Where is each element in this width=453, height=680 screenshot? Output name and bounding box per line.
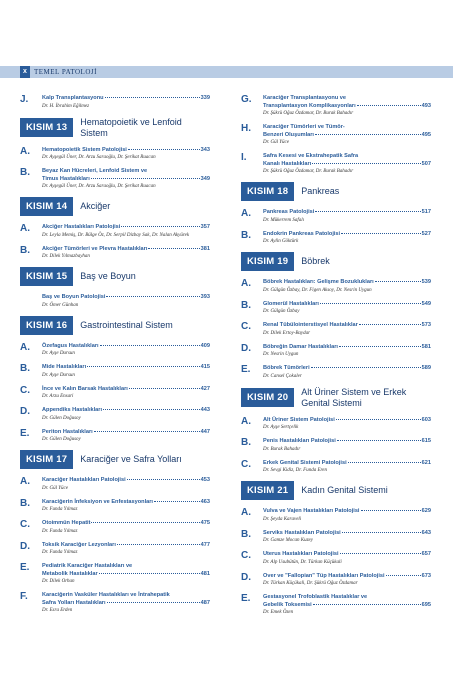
entry-title-line bbox=[263, 301, 431, 309]
entry-title: Renal Tübülointerstisyel Hastalıklar bbox=[263, 322, 358, 328]
entry-letter: J. bbox=[20, 94, 29, 105]
toc-entry[interactable] bbox=[20, 520, 210, 535]
leader-dots bbox=[312, 163, 420, 164]
entry-letter: C. bbox=[241, 321, 251, 332]
leader-dots bbox=[386, 575, 421, 576]
toc-entry[interactable] bbox=[20, 386, 210, 401]
leader-dots bbox=[336, 419, 421, 420]
leader-dots bbox=[361, 510, 421, 511]
entry-letter: B. bbox=[241, 528, 251, 540]
entry-authors: Dr. Ayşe Dursun bbox=[42, 351, 75, 356]
entry-title-line bbox=[42, 542, 210, 550]
entry-page: 615 bbox=[421, 438, 431, 444]
entry-page: 643 bbox=[421, 529, 431, 536]
toc-entry[interactable] bbox=[20, 499, 210, 514]
toc-entry[interactable] bbox=[241, 530, 431, 545]
entry-letter: B. bbox=[20, 363, 30, 374]
part-title-block bbox=[80, 117, 210, 139]
entry-page: 527 bbox=[421, 230, 431, 237]
entry-title-cont: Kanalı Hastalıkları bbox=[263, 160, 312, 167]
entry-title-line bbox=[42, 499, 210, 507]
entry-title-line bbox=[263, 573, 431, 581]
entry-authors: Dr. Funda Yılmaz bbox=[42, 550, 78, 555]
entry-title-line bbox=[42, 407, 210, 415]
entry-title: Erkek Genital Sistemi Patolojisi bbox=[263, 459, 347, 466]
entry-page: 453 bbox=[200, 477, 210, 483]
part-heading bbox=[20, 267, 210, 286]
entry-letter: B. bbox=[20, 497, 30, 509]
leader-dots bbox=[154, 501, 200, 502]
entry-letter: B. bbox=[241, 299, 251, 311]
part-label: KISIM 15 bbox=[20, 267, 73, 286]
entry-title: Karaciğer Transplantasyonu ve bbox=[263, 95, 347, 101]
leader-dots bbox=[315, 134, 421, 135]
entry-letter: D. bbox=[20, 406, 30, 417]
toc-entry[interactable] bbox=[241, 153, 431, 175]
entry-letter: I. bbox=[241, 152, 247, 163]
entry-title: Appendiks Hastalıkları bbox=[42, 407, 102, 413]
toc-entry[interactable] bbox=[241, 344, 431, 359]
entry-authors: Dr. Gülen Doğusoy bbox=[42, 415, 81, 421]
entry-page: 629 bbox=[421, 508, 431, 514]
entry-letter: A. bbox=[20, 476, 30, 487]
entry-title: Böbreğin Damar Hastalıkları bbox=[263, 343, 338, 350]
entry-title: İnce ve Kalın Barsak Hastalıkları bbox=[42, 385, 128, 392]
leader-dots bbox=[128, 149, 200, 150]
leader-dots bbox=[87, 366, 200, 367]
leader-dots bbox=[117, 544, 200, 545]
entry-title-line bbox=[42, 520, 210, 528]
entry-title-line bbox=[42, 571, 210, 579]
entry-page: 657 bbox=[421, 551, 431, 557]
entry-title-line bbox=[42, 95, 210, 103]
entry-title: Over ve "Fallopian" Tüp Hastalıkları Patolojisi bbox=[263, 572, 385, 579]
leader-dots bbox=[375, 281, 421, 282]
entry-title-cont: Gebelik Toksemisi bbox=[263, 601, 312, 608]
toc-entry[interactable] bbox=[20, 542, 210, 557]
entry-page: 695 bbox=[421, 601, 431, 608]
part-heading bbox=[241, 387, 431, 409]
entry-page: 475 bbox=[200, 520, 210, 526]
toc-entry[interactable] bbox=[241, 124, 431, 146]
entry-title: Böbrek Tümörleri bbox=[263, 365, 310, 371]
entry-page: 549 bbox=[421, 300, 431, 307]
entry-title-line bbox=[42, 477, 210, 485]
entry-page: 443 bbox=[200, 407, 210, 413]
entry-title-line bbox=[263, 279, 431, 287]
entry-title-line bbox=[42, 224, 210, 232]
leader-dots bbox=[105, 97, 200, 98]
entry-page: 415 bbox=[200, 364, 210, 370]
entry-page: 495 bbox=[421, 131, 431, 138]
entry-letter: C. bbox=[20, 384, 30, 396]
entry-title: Karaciğer Hastalıkları Patolojisi bbox=[42, 477, 126, 483]
toc-entry[interactable] bbox=[20, 592, 210, 614]
toc-entry[interactable] bbox=[20, 563, 210, 585]
entry-authors: Dr. Mükerrem Safalı bbox=[263, 217, 305, 223]
entry-title-line bbox=[42, 246, 210, 254]
entry-letter: F. bbox=[20, 591, 28, 602]
entry-page: 427 bbox=[200, 385, 210, 392]
entry-letter: A. bbox=[241, 415, 251, 427]
entry-letter: G. bbox=[241, 94, 252, 105]
entry-title-line bbox=[263, 231, 431, 239]
part-title: Pankreas bbox=[301, 186, 340, 196]
toc-entry[interactable] bbox=[241, 365, 431, 380]
part-title-block bbox=[301, 485, 388, 496]
toc-entry[interactable] bbox=[20, 429, 210, 444]
leader-dots bbox=[127, 479, 200, 480]
entry-title-line bbox=[42, 364, 210, 372]
toc-entry[interactable] bbox=[20, 407, 210, 422]
entry-title: Serviks Hastalıkları Patolojisi bbox=[263, 529, 341, 536]
part-label: KISIM 18 bbox=[241, 182, 294, 201]
entry-authors: Dr. Arzu Ensari bbox=[42, 394, 74, 399]
entry-page: 349 bbox=[200, 175, 210, 182]
entry-title: Penis Hastalıkları Patolojisi bbox=[263, 438, 336, 444]
entry-title-line bbox=[263, 460, 431, 468]
part-title: Böbrek bbox=[301, 256, 330, 266]
entry-letter: A. bbox=[241, 278, 251, 289]
entry-title: Beyaz Kan Hücreleri, Lenfoid Sistem ve bbox=[42, 168, 148, 174]
entry-letter: D. bbox=[241, 571, 251, 583]
entry-page: 603 bbox=[421, 416, 431, 423]
entry-page: 343 bbox=[200, 146, 210, 153]
entry-title: Kalp Transplantasyonu bbox=[42, 95, 104, 101]
entry-title: Safra Kesesi ve Ekstrahepatik Safra bbox=[263, 153, 359, 159]
entry-letter: E. bbox=[241, 593, 251, 604]
leader-dots bbox=[339, 346, 421, 347]
entry-page: 621 bbox=[421, 459, 431, 466]
entry-authors: Dr. Ayşegül Üner, Dr. Arzu Saraoğlu, Dr. Şerikat Ruacan bbox=[42, 155, 156, 160]
entry-letter: A. bbox=[20, 145, 30, 157]
toc-entry[interactable] bbox=[20, 147, 210, 162]
part-heading bbox=[241, 182, 431, 201]
entry-title: Karaciğerin İnfeksiyon ve Enfestasyonları bbox=[42, 498, 153, 505]
leader-dots bbox=[94, 431, 200, 432]
entry-title: Glomerül Hastalıkları bbox=[263, 300, 319, 307]
entry-authors: Dr. Gülen Doğusoy bbox=[42, 437, 81, 442]
entry-title: Baş ve Boyun Patolojisi bbox=[42, 294, 106, 300]
leader-dots bbox=[342, 532, 421, 533]
entry-page: 573 bbox=[421, 322, 431, 328]
part-heading bbox=[241, 481, 431, 500]
entry-title: Pediatrik Karaciğer Hastalıkları ve bbox=[42, 563, 133, 569]
leader-dots bbox=[341, 233, 421, 234]
entry-page: 463 bbox=[200, 498, 210, 505]
part-label: KISIM 20 bbox=[241, 388, 294, 407]
entry-title: Endokrin Pankreas Patolojisi bbox=[263, 230, 341, 237]
toc-entry[interactable] bbox=[241, 231, 431, 246]
leader-dots bbox=[337, 440, 421, 441]
entry-title-cont: Timus Hastalıkları bbox=[42, 175, 90, 182]
entry-page: 539 bbox=[421, 279, 431, 285]
leader-dots bbox=[103, 409, 200, 410]
entry-title-line bbox=[263, 132, 431, 140]
entry-page: 493 bbox=[421, 102, 431, 109]
toc-entry[interactable] bbox=[241, 322, 431, 337]
toc-entry[interactable] bbox=[20, 343, 210, 358]
toc-entry[interactable] bbox=[20, 477, 210, 492]
toc-left-column bbox=[20, 95, 210, 621]
toc-right-column bbox=[241, 95, 431, 623]
part-title: Hematopoietik ve Lenfoid Sistem bbox=[80, 116, 182, 138]
entry-page: 339 bbox=[200, 95, 210, 101]
entry-title-line bbox=[263, 161, 431, 169]
toc-entry[interactable] bbox=[241, 508, 431, 523]
toc-entry[interactable] bbox=[20, 294, 210, 309]
entry-authors: Dr. Gül Yüce bbox=[42, 485, 68, 491]
entry-authors: Dr. Dilek Yılmazbayhan bbox=[42, 254, 90, 259]
entry-title: Pankreas Patolojisi bbox=[263, 209, 315, 215]
part-label: KISIM 14 bbox=[20, 197, 73, 216]
entry-page: 381 bbox=[200, 245, 210, 252]
running-header bbox=[0, 66, 453, 78]
toc-entry[interactable] bbox=[241, 417, 431, 432]
entry-title: Mide Hastalıkları bbox=[42, 364, 87, 370]
entry-title-line bbox=[263, 322, 431, 330]
entry-authors: Dr. Burak Bahadır bbox=[263, 446, 301, 452]
entry-title-line bbox=[263, 508, 431, 516]
entry-letter: B. bbox=[241, 437, 251, 448]
entry-authors: Dr. Şükrü Oğuz Özdamar, Dr. Burak Bahadır bbox=[263, 169, 354, 174]
toc-entry[interactable] bbox=[241, 594, 431, 616]
part-title: Akciğer bbox=[80, 201, 111, 211]
entry-authors: Dr. Cansel Çokaler bbox=[263, 373, 302, 379]
part-heading bbox=[20, 117, 210, 139]
entry-title: Böbrek Hastalıkları: Gelişme Bozuklukları bbox=[263, 279, 374, 285]
entry-authors: Dr. Dilek Ertoy-Baydar bbox=[263, 330, 311, 336]
entry-authors: Dr. Şeyda Karaveli bbox=[263, 516, 302, 522]
part-label: KISIM 13 bbox=[20, 118, 73, 137]
entry-authors: Dr. Funda Yılmaz bbox=[42, 528, 78, 534]
part-label: KISIM 16 bbox=[20, 316, 73, 335]
entry-authors: Dr. Gülgün Özbay bbox=[263, 309, 300, 314]
entry-authors: Dr. Alp Usubütün, Dr. Türkan Küçükali bbox=[263, 559, 342, 565]
entry-title: Hematopoietik Sistem Patolojisi bbox=[42, 146, 127, 153]
leader-dots bbox=[348, 462, 421, 463]
leader-dots bbox=[148, 248, 199, 249]
entry-authors: Dr. Funda Yılmaz bbox=[42, 507, 78, 512]
part-label: KISIM 17 bbox=[20, 450, 73, 469]
entry-title-line bbox=[263, 530, 431, 538]
entry-letter: C. bbox=[241, 550, 251, 561]
entry-authors: Dr. Nesrin Uygun bbox=[263, 352, 299, 357]
part-title-line2: Genital Sistemi bbox=[301, 397, 362, 408]
toc-entry[interactable] bbox=[241, 301, 431, 316]
leader-dots bbox=[320, 303, 421, 304]
entry-title: Periton Hastalıkları bbox=[42, 428, 93, 435]
part-title-block bbox=[80, 201, 110, 212]
entry-letter: A. bbox=[20, 223, 30, 234]
entry-title: Akciğer Hastalıkları Patolojisi bbox=[42, 224, 121, 230]
toc-entry[interactable] bbox=[241, 573, 431, 588]
toc-entry[interactable] bbox=[20, 224, 210, 239]
toc-entry[interactable] bbox=[241, 551, 431, 566]
leader-dots bbox=[121, 226, 199, 227]
entry-title-cont: Transplantasyon Komplikasyonları bbox=[263, 102, 356, 109]
leader-dots bbox=[100, 345, 200, 346]
entry-letter: E. bbox=[20, 562, 30, 573]
part-title: Karaciğer ve Safra Yolları bbox=[80, 454, 182, 464]
entry-title-line bbox=[42, 176, 210, 184]
entry-title: Otoimmün Hepatit bbox=[42, 520, 91, 526]
part-label: KISIM 19 bbox=[241, 252, 294, 271]
part-heading bbox=[241, 252, 431, 271]
leader-dots bbox=[91, 178, 200, 179]
entry-authors: Dr. Aylin Göktürk bbox=[263, 239, 299, 244]
leader-dots bbox=[313, 604, 421, 605]
entry-title: Alt Üriner Sistem Patolojisi bbox=[263, 416, 335, 423]
entry-authors: Dr. Ayşe Dursun bbox=[42, 372, 75, 378]
toc-entry[interactable] bbox=[241, 95, 431, 117]
entry-authors: Dr. Sevgi Kidiz, Dr. Funda Eren bbox=[263, 468, 327, 473]
entry-title: Vulva ve Vajen Hastalıkları Patolojisi bbox=[263, 508, 360, 514]
leader-dots bbox=[107, 602, 200, 603]
toc-entry[interactable] bbox=[241, 209, 431, 224]
part-title: Baş ve Boyun bbox=[80, 271, 136, 281]
leader-dots bbox=[311, 367, 421, 368]
toc-entry[interactable] bbox=[20, 168, 210, 190]
entry-title-line bbox=[263, 103, 431, 111]
entry-title-line bbox=[42, 294, 210, 302]
entry-page: 447 bbox=[200, 428, 210, 435]
entry-title-line bbox=[263, 417, 431, 425]
toc-entry[interactable] bbox=[241, 279, 431, 294]
entry-title-line bbox=[263, 344, 431, 352]
entry-page: 477 bbox=[200, 541, 210, 548]
entry-letter: B. bbox=[20, 244, 30, 256]
entry-letter: C. bbox=[20, 519, 30, 530]
part-title-block bbox=[301, 387, 406, 409]
toc-entry[interactable] bbox=[241, 438, 431, 453]
entry-letter: A. bbox=[241, 208, 251, 219]
part-title: Alt Üriner Sistem ve Erkek bbox=[301, 386, 407, 397]
entry-authors: Dr. Gamze Mocan Kuzey bbox=[263, 538, 313, 543]
entry-title-line bbox=[42, 386, 210, 394]
entry-letter: H. bbox=[241, 123, 251, 134]
entry-letter: A. bbox=[241, 507, 251, 518]
entry-page: 507 bbox=[421, 160, 431, 167]
part-title-block bbox=[301, 186, 339, 197]
part-heading bbox=[20, 197, 210, 216]
entry-page: 393 bbox=[200, 294, 210, 300]
entry-authors: Dr. Şükrü Oğuz Özdamar, Dr. Burak Bahadır bbox=[263, 111, 354, 116]
entry-authors: Dr. Gülgün Özbay, Dr. Figen Aksoy, Dr. Nesrin Uygun bbox=[263, 287, 372, 293]
entry-title-line bbox=[263, 438, 431, 446]
entry-authors: Dr. Emek Özen bbox=[263, 610, 294, 615]
leader-dots bbox=[357, 105, 421, 106]
entry-letter: B. bbox=[20, 167, 30, 178]
entry-letter: E. bbox=[241, 364, 251, 375]
part-title: Kadın Genital Sistemi bbox=[301, 485, 388, 495]
entry-authors: Dr. H. İbrahim Eğilmez bbox=[42, 103, 90, 109]
leader-dots bbox=[359, 324, 421, 325]
entry-title-cont: Benzeri Oluşumları bbox=[263, 131, 314, 138]
leader-dots bbox=[99, 573, 200, 574]
entry-page: 357 bbox=[200, 224, 210, 230]
entry-title: Karaciğer Tümörleri ve Tümör- bbox=[263, 124, 345, 130]
entry-title-line bbox=[263, 365, 431, 373]
entry-authors: Dr. Ayşe Sertçelik bbox=[263, 425, 299, 430]
entry-title: Toksik Karaciğer Lezyonları bbox=[42, 541, 116, 548]
entry-page: 589 bbox=[421, 365, 431, 371]
entry-title: Akciğer Tümörleri ve Plevra Hastalıkları bbox=[42, 245, 148, 252]
entry-authors: Dr. Ömer Günhan bbox=[42, 302, 79, 308]
entry-letter: C. bbox=[241, 458, 251, 470]
leader-dots bbox=[340, 553, 421, 554]
entry-authors: Dr. Esra Erden bbox=[42, 608, 73, 613]
leader-dots bbox=[315, 211, 420, 212]
part-title-block bbox=[301, 256, 330, 267]
toc-entry[interactable] bbox=[20, 246, 210, 261]
entry-title: Özefagus Hastalıkları bbox=[42, 342, 99, 349]
entry-title-line bbox=[263, 209, 431, 217]
toc-entry[interactable] bbox=[20, 95, 210, 110]
entry-title-line bbox=[263, 551, 431, 559]
entry-page: 481 bbox=[200, 570, 210, 577]
entry-letter: D. bbox=[20, 540, 30, 552]
entry-letter: D. bbox=[241, 342, 251, 354]
entry-authors: Dr. Gül Yüce bbox=[263, 140, 289, 145]
toc-entry[interactable] bbox=[241, 460, 431, 475]
entry-page: 487 bbox=[200, 599, 210, 606]
part-heading bbox=[20, 316, 210, 335]
entry-page: 673 bbox=[421, 572, 431, 579]
entry-title: Gestasyonel Trofoblastik Hastalıklar ve bbox=[263, 594, 368, 600]
leader-dots bbox=[91, 522, 199, 523]
toc-entry[interactable] bbox=[20, 364, 210, 379]
entry-title-cont: Safra Yolları Hastalıkları bbox=[42, 599, 106, 606]
header-title: TEMEL PATOLOJİ bbox=[34, 68, 97, 76]
entry-title-cont: Metabolik Hastalıklar bbox=[42, 570, 98, 577]
entry-page: 409 bbox=[200, 342, 210, 349]
entry-letter: B. bbox=[241, 229, 251, 241]
part-title-block bbox=[80, 454, 182, 465]
entry-title-line bbox=[42, 600, 210, 608]
entry-title-line bbox=[42, 429, 210, 437]
page-number: x bbox=[20, 66, 30, 78]
entry-title-line bbox=[263, 602, 431, 610]
entry-page: 581 bbox=[421, 343, 431, 350]
leader-dots bbox=[106, 296, 199, 297]
part-title: Gastrointestinal Sistem bbox=[80, 319, 173, 330]
entry-authors: Dr. Ayşegül Üner, Dr. Arzu Saraoğlu, Dr. Şerikat Ruacan bbox=[42, 184, 156, 189]
part-title-block bbox=[80, 271, 136, 282]
entry-letter: E. bbox=[20, 427, 30, 439]
entry-authors: Dr. Türkan Küçükali, Dr. Şükrü Oğuz Özdamar bbox=[263, 581, 358, 586]
entry-letter: A. bbox=[20, 341, 30, 353]
entry-authors: Dr. Dilek Orhan bbox=[42, 579, 75, 584]
entry-authors: Dr. Leyla Memiş, Dr. Bülge Öz, Dr. Serpil Dizbay Sak, Dr. Nalan Akyürek bbox=[42, 232, 190, 238]
part-heading bbox=[20, 450, 210, 469]
entry-page: 517 bbox=[421, 209, 431, 215]
part-title-block bbox=[80, 320, 173, 331]
entry-title: Karaciğerin Vasküler Hastalıkları ve İntrahepatik bbox=[42, 592, 170, 598]
entry-title-line bbox=[42, 343, 210, 351]
entry-title-line bbox=[42, 147, 210, 155]
part-label: KISIM 21 bbox=[241, 481, 294, 500]
leader-dots bbox=[129, 388, 200, 389]
entry-title: Uterus Hastalıkları Patolojisi bbox=[263, 551, 339, 557]
